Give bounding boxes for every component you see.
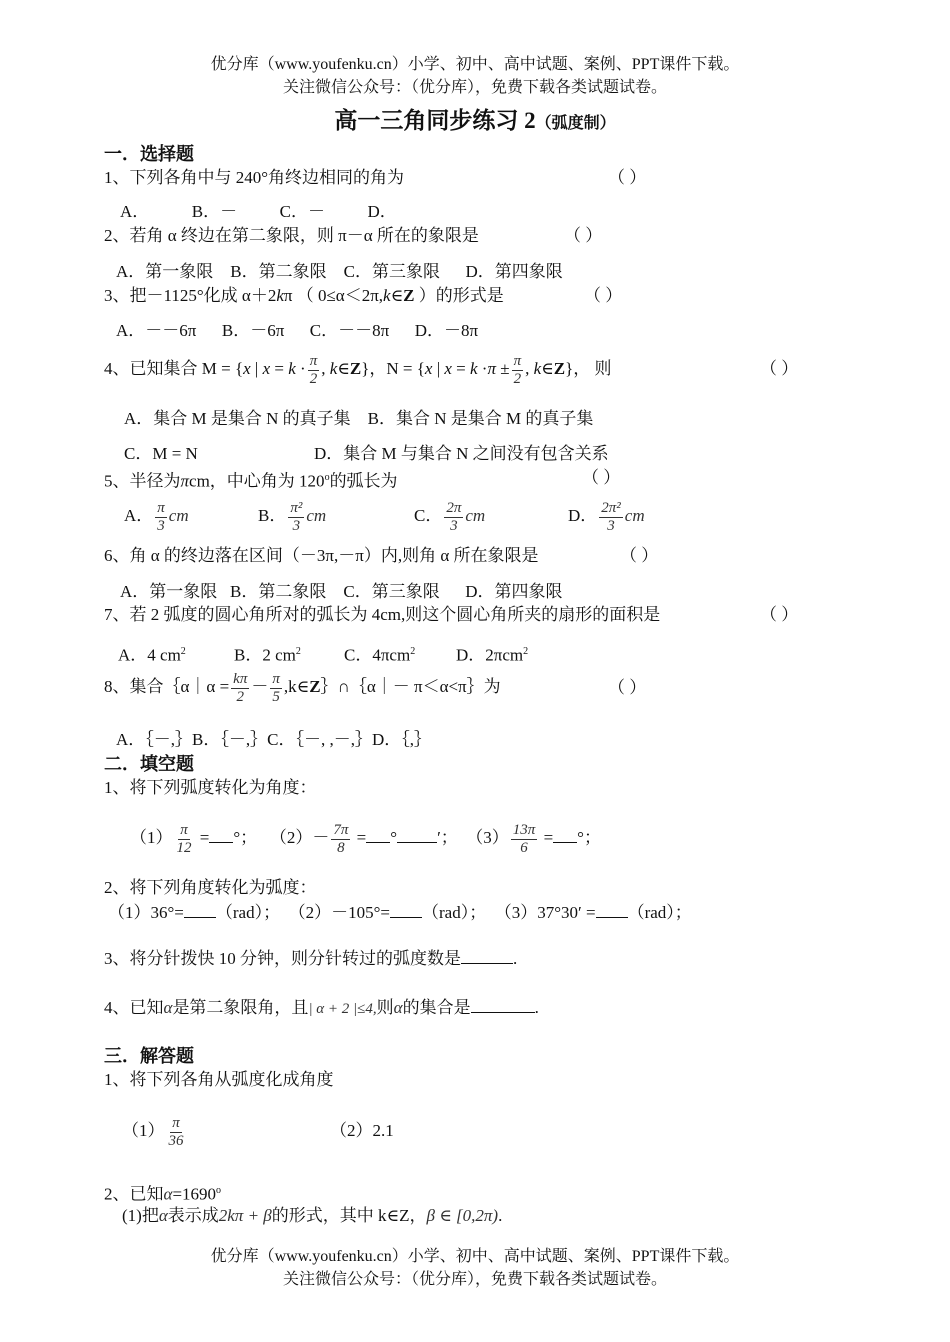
- fill-q4: 4、已知α是第二象限角，且| α + 2 |≤4,则α的集合是 .: [104, 998, 539, 1017]
- q4-stem: 4、已知集合 M = {x | x = k · $\frac{\pi}{2}$ , k∈Z}，N = {x | x = k ·π ± $\frac{\pi}{2}$ , k∈Z}， 则: [104, 352, 612, 387]
- q1-options: A． B．－ C．－ D．: [120, 202, 397, 221]
- solve-q1-stem: 1、将下列各角从弧度化成角度: [104, 1070, 334, 1089]
- page-title: [0, 110, 950, 135]
- q4-option-c: C．M = N: [124, 444, 198, 463]
- title-main: 高一三角同步练习 2: [334, 108, 536, 133]
- q3-options: A．－－6π B．－6π C．－－8π D．－8π: [116, 321, 479, 340]
- q5-answer-paren: （ ）: [582, 468, 621, 487]
- fill-blank[interactable]: [366, 826, 390, 843]
- q7-option-d: D．2πcm$^2$: [456, 645, 529, 665]
- q8-stem: 8、集合｛α｜α = $\frac{k\pi}{2}$ － $\frac{\pi}{5}$ ,k∈Z｝∩｛α｜－ π＜α<π｝为: [104, 670, 501, 705]
- section-choice-heading: 一．选择题: [104, 144, 194, 164]
- q7-option-c: C．4πcm$^2$: [344, 645, 416, 665]
- fill-q3: 3、将分针拨快 10 分钟，则分针转过的弧度数是 .: [104, 949, 518, 968]
- q1-stem: 1、下列各角中与 240°角终边相同的角为: [104, 168, 405, 187]
- header-line-1: 优分库（www.youfenku.cn）小学、初中、高中试题、案例、PPT课件下载。: [210, 56, 740, 73]
- q4-options-ab: A．集合 M 是集合 N 的真子集 B．集合 N 是集合 M 的真子集: [124, 409, 594, 428]
- q4-option-d: D．集合 M 与集合 N 之间没有包含关系: [314, 444, 609, 463]
- q6-answer-paren: （ ）: [620, 546, 659, 565]
- title-sub: （弧度制）: [535, 115, 616, 132]
- fill-blank[interactable]: [553, 826, 577, 843]
- q2-stem: 2、若角 α 终边在第二象限，则 π－α 所在的象限是: [104, 226, 479, 245]
- q5-option-c: C． $\frac{2\pi}{3}$ cm: [414, 499, 486, 534]
- q6-options: A．第一象限 B．第二象限 C．第三象限 D．第四象限: [120, 582, 563, 601]
- solve-q2-stem: 2、已知$\alpha=1690^o$: [104, 1184, 222, 1204]
- solve-q1-item-2: （2）2.1: [330, 1121, 394, 1140]
- section-fill-heading: 二．填空题: [104, 754, 194, 774]
- q8-options: A．｛－,｝B．｛－,｝C．｛－, ,－,｝D．｛,｝: [116, 730, 431, 749]
- fill-q2-stem: 2、将下列角度转化为弧度：: [104, 878, 317, 897]
- q6-stem: 6、角 α 的终边落在区间（－3π,－π）内,则角 α 所在象限是: [104, 546, 539, 565]
- fill-q2-items: （1）36°= （rad）； （2）－105°= （rad）； （3）37°30′ = （rad）；: [108, 903, 692, 922]
- q3-answer-paren: （ ）: [584, 286, 623, 305]
- q7-stem: 7、若 2 弧度的圆心角所对的弧长为 4cm,则这个圆心角所夹的扇形的面积是: [104, 605, 661, 624]
- fill-blank[interactable]: [471, 996, 535, 1013]
- q2-answer-paren: （ ）: [564, 226, 603, 245]
- q4-answer-paren: （ ）: [760, 359, 799, 378]
- fill-blank[interactable]: [209, 826, 233, 843]
- q5-option-a: A． $\frac{\pi}{3}$ cm: [124, 499, 189, 534]
- section-solve-heading: 三．解答题: [104, 1046, 194, 1066]
- solve-q1-item-1: （1） $\frac{\pi}{36}$: [122, 1114, 184, 1149]
- solve-q2-part-1: (1)把α表示成2kπ + β的形式，其中 k∈Z，β ∈ [0,2π).: [122, 1206, 503, 1225]
- q8-answer-paren: （ ）: [608, 678, 647, 697]
- header-line-2: 关注微信公众号：（优分库），免费下载各类试题试卷。: [282, 79, 667, 96]
- fill-blank[interactable]: [397, 826, 437, 843]
- q5-stem: 5、半径为πcm，中心角为 120$^o$的弧长为: [104, 471, 398, 491]
- fill-q1-stem: 1、将下列弧度转化为角度：: [104, 778, 317, 797]
- footer-line-1: 优分库（www.youfenku.cn）小学、初中、高中试题、案例、PPT课件下载。: [210, 1248, 740, 1265]
- fill-q1-items: （1） $\frac{\pi}{12}$ = °； （2）－ $\frac{7\pi}{8}$ = ° ′； （3） $\frac{13\pi}{6}$ = °；: [130, 821, 601, 856]
- q7-answer-paren: （ ）: [760, 605, 799, 624]
- fill-blank[interactable]: [596, 901, 628, 918]
- q1-answer-paren: （ ）: [608, 168, 647, 187]
- q7-option-b: B．2 $cm^2$: [234, 645, 301, 665]
- fill-blank[interactable]: [184, 901, 216, 918]
- q3-stem: 3、把－1125°化成 α＋2kπ （ 0≤α＜2π,k∈Z ）的形式是: [104, 286, 504, 305]
- q2-options: A．第一象限 B．第二象限 C．第三象限 D．第四象限: [116, 262, 563, 281]
- fill-blank[interactable]: [461, 947, 513, 964]
- q7-option-a: A．4 $cm^2$: [118, 645, 186, 665]
- fill-blank[interactable]: [390, 901, 422, 918]
- footer-line-2: 关注微信公众号：（优分库），免费下载各类试题试卷。: [282, 1271, 667, 1288]
- q5-option-d: D． $\frac{\text{2π²}}{3}$ cm: [568, 499, 645, 534]
- q5-option-b: B． $\frac{\text{π²}}{3}$ cm: [258, 499, 327, 534]
